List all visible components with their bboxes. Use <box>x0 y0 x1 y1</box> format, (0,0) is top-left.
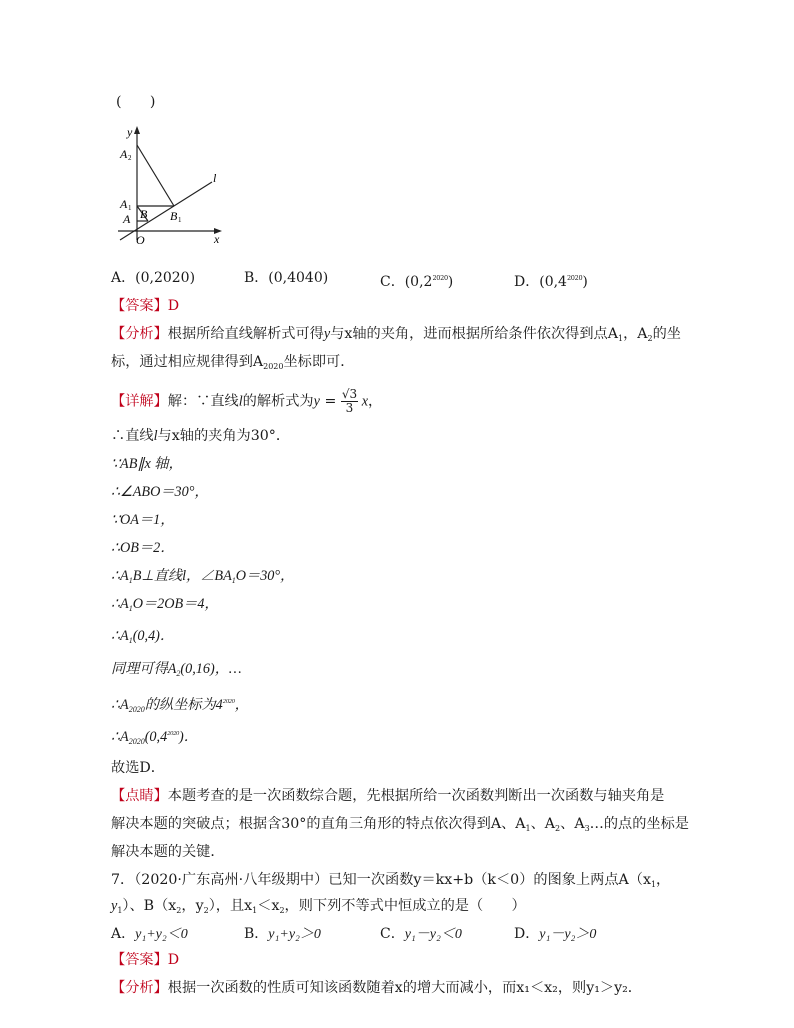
q6-step-8: $\therefore A_1(0,4)$． <box>111 628 175 645</box>
q6-step-5: ∴OB＝2． <box>111 540 175 556</box>
q7-option-b: B．y₁+y₂＞0 <box>244 926 321 942</box>
label-b: B <box>140 207 148 221</box>
answer-value: D <box>167 298 180 314</box>
q6-option-a: A．(0,2020) <box>111 270 196 286</box>
q7-analysis: 【分析】根据一次函数的性质可知该函数随着x的增大而减小，而x₁＜x₂，则y₁＞y₂． <box>111 980 642 996</box>
q6-analysis-line-2: 标，通过相应规律得到$A_{2020}$坐标即可． <box>111 354 355 371</box>
q6-step-10: $\therefore A_{2020}$的纵坐标为$4^{2020}$， <box>111 697 249 714</box>
q6-step-9: 同理可得$A_2(0,16)$，… <box>111 661 242 678</box>
q6-step-7: $\therefore A_1O=2OB=4$， <box>111 596 219 613</box>
q6-step-11: $\therefore A_{2020}(0,4^{2020})$． <box>111 729 198 746</box>
q6-comment-line-2: 解决本题的突破点；根据含30°的直角三角形的特点依次得到A、$A_1$、$A_2$、$A_3\dots$的点的坐标是 <box>111 816 689 833</box>
q6-detail-intro: 【详解】解：∵直线l的解析式为y = $\frac{√3}{3}$ x， <box>111 387 383 415</box>
q6-analysis-line-1: 【分析】根据所给直线解析式可得y与x轴的夹角，进而根据所给条件依次得到点$A_1$，$A_2$的坐 <box>111 326 681 343</box>
label-b1: B <box>170 209 178 223</box>
label-a: A <box>123 212 131 226</box>
comment-tag: 【点睛】 <box>111 788 168 804</box>
q6-comment-line-1: 【点睛】本题考查的是一次函数综合题，先根据所给一次函数判断出一次函数与轴夹角是 <box>111 788 665 804</box>
label-l: l <box>213 171 217 185</box>
q7-option-d: D．y₁－y₂＞0 <box>514 926 597 942</box>
analysis-tag: 【分析】 <box>111 326 168 342</box>
q6-step-4: ∵OA＝1， <box>111 512 175 528</box>
q7-option-a: A．y₁+y₂＜0 <box>111 926 188 942</box>
q7-stem-line-1: 7．（2020·广东高州·八年级期中）已知一次函数y＝kx+b（k＜0）的图象上两点$A(x_1$， <box>111 872 671 889</box>
q6-option-b: B．(0,4040) <box>244 270 329 286</box>
label-y: y <box>127 125 133 139</box>
q6-step-1: ∴直线l与x轴的夹角为30°． <box>111 428 291 444</box>
q7-answer <box>111 950 179 970</box>
y-axis-arrow <box>134 126 140 134</box>
label-a2: A <box>120 147 128 161</box>
answer-tag: 【答案】 <box>111 298 168 314</box>
q6-option-d: D．$(0,4^{2020})$ <box>514 274 588 290</box>
label-a1-sub: 1 <box>128 204 132 212</box>
detail-tag: 【详解】 <box>111 393 168 410</box>
question-paren: ( ) <box>116 94 156 110</box>
q7-stem-line-2: $y_1$）、$B(x_2$，$y_2$），且$x_1<x_2$，则下列不等式中恒成立的是（ ） <box>111 898 526 915</box>
label-a1: A <box>120 197 128 211</box>
label-a2-sub: 2 <box>128 154 132 162</box>
segment-a2-b1 <box>137 145 174 206</box>
q6-answer <box>111 296 179 316</box>
q7-option-c: C．y₁－y₂＜0 <box>380 926 462 942</box>
coordinate-figure <box>112 122 232 247</box>
label-origin: O <box>136 233 145 247</box>
q6-step-12: 故选D． <box>111 760 165 776</box>
label-x: x <box>214 232 220 246</box>
q6-step-3: ∴∠ABO＝30°， <box>111 484 209 500</box>
answer-value: D <box>167 952 180 968</box>
analysis-tag: 【分析】 <box>111 980 168 996</box>
label-b1-sub: 1 <box>178 216 182 224</box>
answer-tag: 【答案】 <box>111 952 168 968</box>
q6-comment-line-3: 解决本题的关键． <box>111 844 225 860</box>
q6-option-c: C．$(0,2^{2020})$ <box>380 274 454 290</box>
q6-step-2: ∵AB∥x 轴， <box>111 456 183 472</box>
fraction-sqrt3-over-3: $\frac{√3}{3}$ <box>341 387 358 415</box>
q6-step-6: $\therefore A_1B\perp$直线l，$\angle BA_1O=30^\circ$， <box>111 568 295 585</box>
